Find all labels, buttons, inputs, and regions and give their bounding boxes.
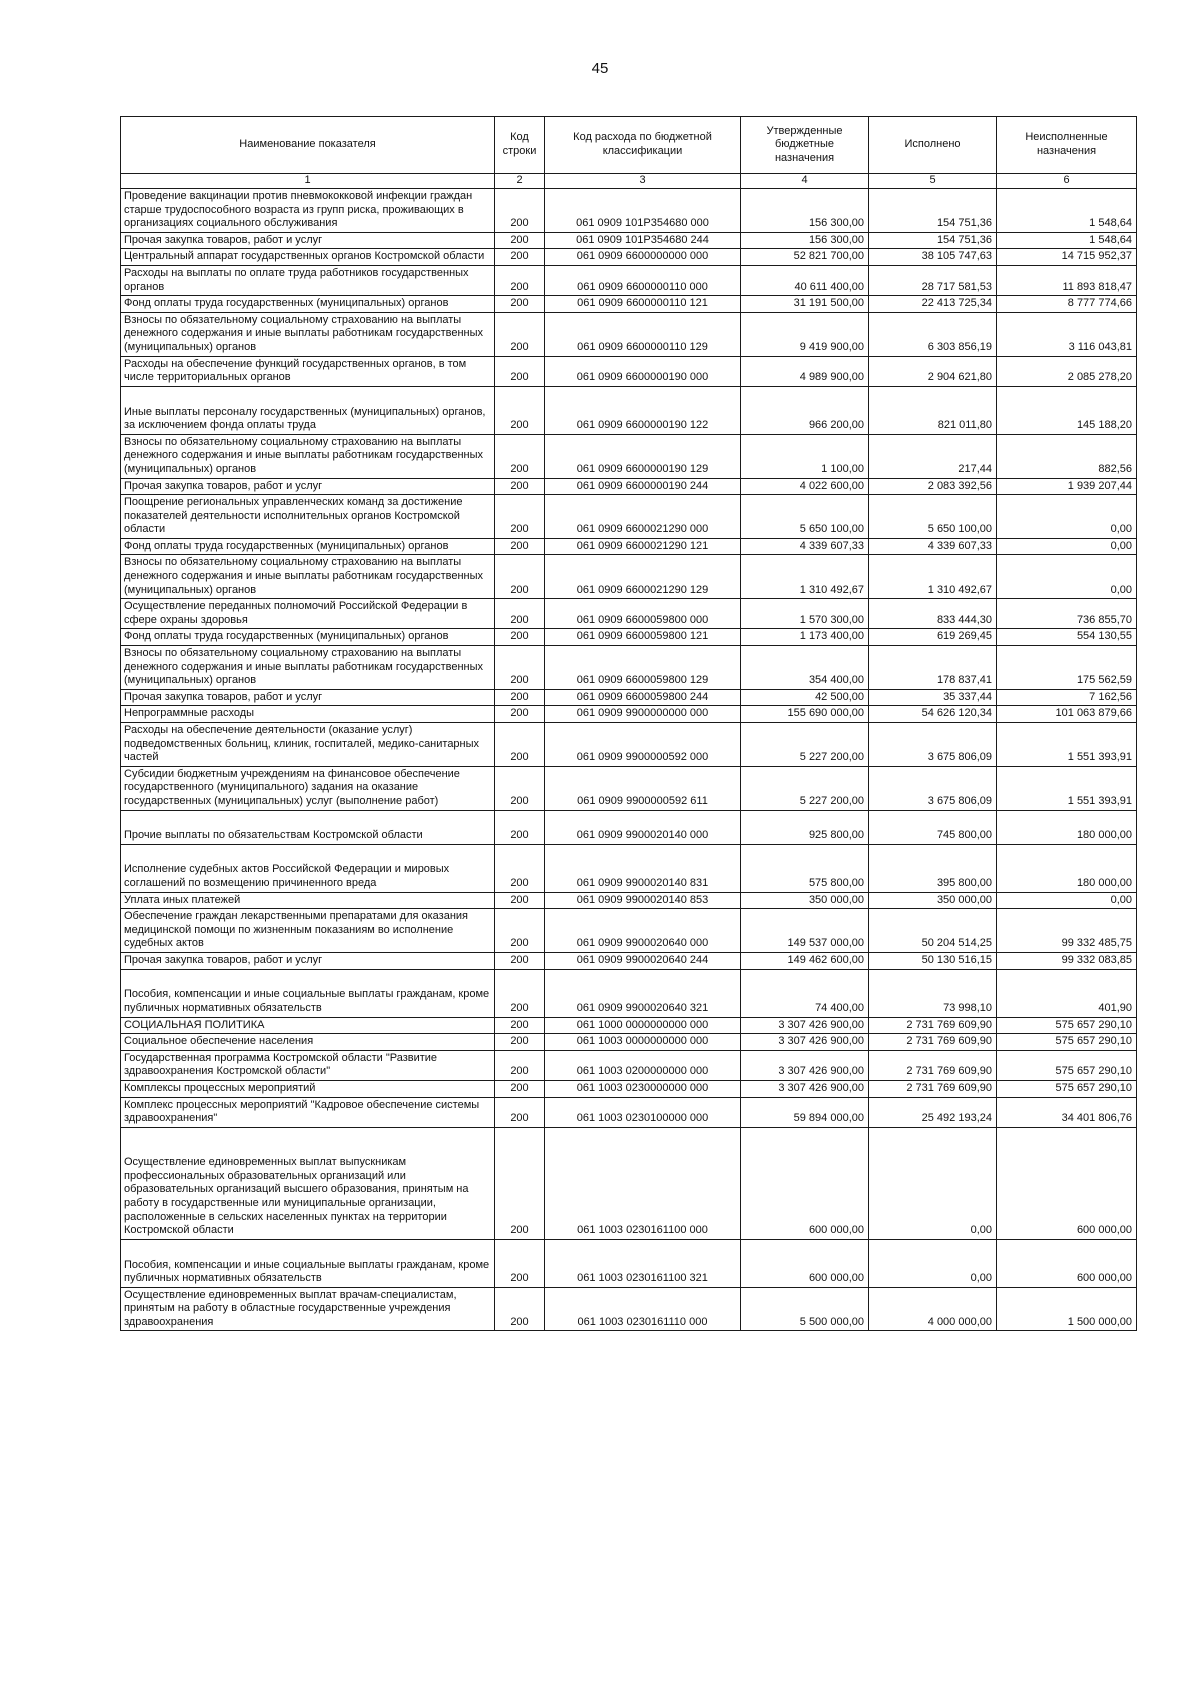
row-unexecuted-amount: 11 893 818,47 <box>997 265 1137 295</box>
row-executed-amount: 54 626 120,34 <box>869 706 997 723</box>
table-row <box>121 312 1137 356</box>
row-approved-amount: 149 462 600,00 <box>741 952 869 969</box>
row-unexecuted-amount: 600 000,00 <box>997 1127 1137 1239</box>
row-budget-code: 061 0909 6600000190 129 <box>545 434 741 478</box>
row-approved-amount: 4 339 607,33 <box>741 538 869 555</box>
row-budget-code: 061 0909 6600000190 244 <box>545 478 741 495</box>
row-line-code: 200 <box>495 495 545 539</box>
row-indicator-name: Пособия, компенсации и иные социальные выплаты гражданам, кроме публичных нормативных обязательств <box>121 1239 495 1287</box>
row-line-code: 200 <box>495 952 545 969</box>
row-indicator-name: Прочая закупка товаров, работ и услуг <box>121 478 495 495</box>
row-executed-amount: 2 731 769 609,90 <box>869 1017 997 1034</box>
row-approved-amount: 9 419 900,00 <box>741 312 869 356</box>
table-row <box>121 1287 1137 1331</box>
row-executed-amount: 73 998,10 <box>869 969 997 1017</box>
row-approved-amount: 354 400,00 <box>741 646 869 690</box>
column-number: 4 <box>741 174 869 189</box>
row-approved-amount: 52 821 700,00 <box>741 249 869 266</box>
row-indicator-name: Обеспечение граждан лекарственными препаратами для оказания медицинской помощи по жизненным показаниям во исполнение судебных актов <box>121 909 495 953</box>
row-indicator-name: СОЦИАЛЬНАЯ ПОЛИТИКА <box>121 1017 495 1034</box>
row-approved-amount: 4 989 900,00 <box>741 356 869 386</box>
row-budget-code: 061 1003 0230161110 000 <box>545 1287 741 1331</box>
row-line-code: 200 <box>495 969 545 1017</box>
row-budget-code: 061 1000 0000000000 000 <box>545 1017 741 1034</box>
row-approved-amount: 1 570 300,00 <box>741 599 869 629</box>
row-indicator-name: Комплексы процессных мероприятий <box>121 1080 495 1097</box>
row-unexecuted-amount: 34 401 806,76 <box>997 1097 1137 1127</box>
row-budget-code: 061 0909 6600059800 121 <box>545 629 741 646</box>
column-number: 6 <box>997 174 1137 189</box>
row-budget-code: 061 0909 9900020640 244 <box>545 952 741 969</box>
row-approved-amount: 600 000,00 <box>741 1127 869 1239</box>
table-row <box>121 356 1137 386</box>
row-budget-code: 061 0909 6600021290 121 <box>545 538 741 555</box>
row-line-code: 200 <box>495 434 545 478</box>
row-indicator-name: Комплекс процессных мероприятий "Кадровое обеспечение системы здравоохранения" <box>121 1097 495 1127</box>
table-row <box>121 1080 1137 1097</box>
row-approved-amount: 600 000,00 <box>741 1239 869 1287</box>
row-approved-amount: 40 611 400,00 <box>741 265 869 295</box>
row-line-code: 200 <box>495 1017 545 1034</box>
row-executed-amount: 350 000,00 <box>869 892 997 909</box>
row-line-code: 200 <box>495 1034 545 1051</box>
column-number: 2 <box>495 174 545 189</box>
row-unexecuted-amount: 14 715 952,37 <box>997 249 1137 266</box>
table-row <box>121 629 1137 646</box>
row-executed-amount: 2 904 621,80 <box>869 356 997 386</box>
row-line-code: 200 <box>495 296 545 313</box>
row-indicator-name: Взносы по обязательному социальному страхованию на выплаты денежного содержания и иные выплаты работникам государственных (муниципальных) органов <box>121 434 495 478</box>
table-row <box>121 232 1137 249</box>
row-line-code: 200 <box>495 706 545 723</box>
table-row <box>121 766 1137 810</box>
row-unexecuted-amount: 1 548,64 <box>997 189 1137 233</box>
row-approved-amount: 156 300,00 <box>741 232 869 249</box>
row-indicator-name: Прочая закупка товаров, работ и услуг <box>121 689 495 706</box>
table-row <box>121 1050 1137 1080</box>
row-line-code: 200 <box>495 249 545 266</box>
row-line-code: 200 <box>495 909 545 953</box>
row-unexecuted-amount: 401,90 <box>997 969 1137 1017</box>
table-row <box>121 1017 1137 1034</box>
row-executed-amount: 2 731 769 609,90 <box>869 1034 997 1051</box>
table-row <box>121 689 1137 706</box>
table-row <box>121 555 1137 599</box>
row-unexecuted-amount: 882,56 <box>997 434 1137 478</box>
row-approved-amount: 5 227 200,00 <box>741 766 869 810</box>
header-budget-classification-code: Код расхода по бюджетной классификации <box>545 117 741 174</box>
row-indicator-name: Проведение вакцинации против пневмококковой инфекции граждан старше трудоспособного возраста из групп риска, проживающих в организациях социального обслуживания <box>121 189 495 233</box>
row-line-code: 200 <box>495 1050 545 1080</box>
row-approved-amount: 4 022 600,00 <box>741 478 869 495</box>
row-executed-amount: 25 492 193,24 <box>869 1097 997 1127</box>
row-executed-amount: 0,00 <box>869 1239 997 1287</box>
row-indicator-name: Фонд оплаты труда государственных (муниципальных) органов <box>121 629 495 646</box>
row-unexecuted-amount: 180 000,00 <box>997 844 1137 892</box>
row-executed-amount: 3 675 806,09 <box>869 766 997 810</box>
row-line-code: 200 <box>495 1239 545 1287</box>
row-indicator-name: Иные выплаты персоналу государственных (муниципальных) органов, за исключением фонда оплаты труда <box>121 386 495 434</box>
row-budget-code: 061 0909 6600000110 129 <box>545 312 741 356</box>
row-approved-amount: 575 800,00 <box>741 844 869 892</box>
row-executed-amount: 2 731 769 609,90 <box>869 1080 997 1097</box>
row-unexecuted-amount: 3 116 043,81 <box>997 312 1137 356</box>
row-unexecuted-amount: 175 562,59 <box>997 646 1137 690</box>
page-number: 45 <box>591 60 609 77</box>
row-line-code: 200 <box>495 356 545 386</box>
row-line-code: 200 <box>495 723 545 767</box>
row-executed-amount: 3 675 806,09 <box>869 723 997 767</box>
row-budget-code: 061 0909 9900000592 000 <box>545 723 741 767</box>
row-indicator-name: Расходы на обеспечение деятельности (оказание услуг) подведомственных больниц, клиник, госпиталей, медико-санитарных частей <box>121 723 495 767</box>
row-budget-code: 061 0909 6600000190 000 <box>545 356 741 386</box>
row-budget-code: 061 0909 9900020640 321 <box>545 969 741 1017</box>
row-budget-code: 061 0909 9900000000 000 <box>545 706 741 723</box>
row-indicator-name: Фонд оплаты труда государственных (муниципальных) органов <box>121 296 495 313</box>
row-approved-amount: 966 200,00 <box>741 386 869 434</box>
row-unexecuted-amount: 600 000,00 <box>997 1239 1137 1287</box>
row-indicator-name: Фонд оплаты труда государственных (муниципальных) органов <box>121 538 495 555</box>
row-line-code: 200 <box>495 232 545 249</box>
table-body <box>121 189 1137 1331</box>
column-number-row <box>121 174 1137 189</box>
row-unexecuted-amount: 99 332 083,85 <box>997 952 1137 969</box>
row-indicator-name: Поощрение региональных управленческих команд за достижение показателей деятельности исполнительных органов Костромской области <box>121 495 495 539</box>
row-approved-amount: 31 191 500,00 <box>741 296 869 313</box>
row-executed-amount: 1 310 492,67 <box>869 555 997 599</box>
row-indicator-name: Расходы на выплаты по оплате труда работников государственных органов <box>121 265 495 295</box>
table-row <box>121 386 1137 434</box>
header-executed: Исполнено <box>869 117 997 174</box>
row-indicator-name: Пособия, компенсации и иные социальные выплаты гражданам, кроме публичных нормативных обязательств <box>121 969 495 1017</box>
table-row <box>121 1127 1137 1239</box>
row-indicator-name: Прочая закупка товаров, работ и услуг <box>121 952 495 969</box>
row-indicator-name: Социальное обеспечение населения <box>121 1034 495 1051</box>
row-executed-amount: 4 339 607,33 <box>869 538 997 555</box>
budget-execution-table <box>120 116 1137 1331</box>
row-unexecuted-amount: 1 500 000,00 <box>997 1287 1137 1331</box>
row-budget-code: 061 0909 9900020140 831 <box>545 844 741 892</box>
column-number: 5 <box>869 174 997 189</box>
row-line-code: 200 <box>495 892 545 909</box>
row-line-code: 200 <box>495 538 545 555</box>
row-indicator-name: Исполнение судебных актов Российской Федерации и мировых соглашений по возмещению причиненного вреда <box>121 844 495 892</box>
row-executed-amount: 50 130 516,15 <box>869 952 997 969</box>
column-number: 3 <box>545 174 741 189</box>
row-budget-code: 061 0909 6600059800 129 <box>545 646 741 690</box>
table-row <box>121 296 1137 313</box>
header-indicator-name: Наименование показателя <box>121 117 495 174</box>
row-unexecuted-amount: 1 548,64 <box>997 232 1137 249</box>
row-executed-amount: 154 751,36 <box>869 189 997 233</box>
row-budget-code: 061 0909 9900020640 000 <box>545 909 741 953</box>
row-budget-code: 061 0909 101Р354680 244 <box>545 232 741 249</box>
row-indicator-name: Прочая закупка товаров, работ и услуг <box>121 232 495 249</box>
row-unexecuted-amount: 0,00 <box>997 495 1137 539</box>
row-budget-code: 061 1003 0200000000 000 <box>545 1050 741 1080</box>
row-budget-code: 061 0909 9900020140 853 <box>545 892 741 909</box>
row-line-code: 200 <box>495 646 545 690</box>
row-line-code: 200 <box>495 478 545 495</box>
row-unexecuted-amount: 0,00 <box>997 555 1137 599</box>
row-executed-amount: 6 303 856,19 <box>869 312 997 356</box>
row-approved-amount: 1 100,00 <box>741 434 869 478</box>
row-budget-code: 061 0909 6600059800 000 <box>545 599 741 629</box>
row-indicator-name: Прочие выплаты по обязательствам Костромской области <box>121 810 495 844</box>
row-unexecuted-amount: 554 130,55 <box>997 629 1137 646</box>
row-line-code: 200 <box>495 312 545 356</box>
row-line-code: 200 <box>495 1097 545 1127</box>
table-row <box>121 909 1137 953</box>
table-row <box>121 969 1137 1017</box>
row-line-code: 200 <box>495 555 545 599</box>
row-unexecuted-amount: 575 657 290,10 <box>997 1080 1137 1097</box>
row-line-code: 200 <box>495 386 545 434</box>
row-budget-code: 061 0909 6600021290 000 <box>545 495 741 539</box>
table-row <box>121 1239 1137 1287</box>
row-indicator-name: Взносы по обязательному социальному страхованию на выплаты денежного содержания и иные выплаты работникам государственных (муниципальных) органов <box>121 312 495 356</box>
row-budget-code: 061 1003 0230161100 000 <box>545 1127 741 1239</box>
row-approved-amount: 3 307 426 900,00 <box>741 1050 869 1080</box>
table-row <box>121 249 1137 266</box>
table-row <box>121 723 1137 767</box>
table-row <box>121 189 1137 233</box>
header-approved-appropriations: Утвержденные бюджетные назначения <box>741 117 869 174</box>
row-unexecuted-amount: 736 855,70 <box>997 599 1137 629</box>
row-budget-code: 061 0909 9900020140 000 <box>545 810 741 844</box>
row-budget-code: 061 1003 0230100000 000 <box>545 1097 741 1127</box>
row-line-code: 200 <box>495 599 545 629</box>
row-approved-amount: 1 173 400,00 <box>741 629 869 646</box>
row-executed-amount: 217,44 <box>869 434 997 478</box>
row-line-code: 200 <box>495 810 545 844</box>
row-executed-amount: 22 413 725,34 <box>869 296 997 313</box>
row-budget-code: 061 1003 0000000000 000 <box>545 1034 741 1051</box>
table-row <box>121 844 1137 892</box>
table-row <box>121 706 1137 723</box>
row-indicator-name: Осуществление единовременных выплат выпускникам профессиональных образовательных организаций или образовательных организаций высшего образования, принятым на работу в государственные или муниципальные организации, расположенные в сельских населенных пунктах на территории Костромской области <box>121 1127 495 1239</box>
row-approved-amount: 59 894 000,00 <box>741 1097 869 1127</box>
row-approved-amount: 156 300,00 <box>741 189 869 233</box>
row-unexecuted-amount: 180 000,00 <box>997 810 1137 844</box>
row-executed-amount: 619 269,45 <box>869 629 997 646</box>
row-executed-amount: 395 800,00 <box>869 844 997 892</box>
row-approved-amount: 74 400,00 <box>741 969 869 1017</box>
table-row <box>121 892 1137 909</box>
table-row <box>121 599 1137 629</box>
table-row <box>121 495 1137 539</box>
row-indicator-name: Взносы по обязательному социальному страхованию на выплаты денежного содержания и иные выплаты работникам государственных (муниципальных) органов <box>121 555 495 599</box>
row-unexecuted-amount: 1 551 393,91 <box>997 723 1137 767</box>
table-row <box>121 810 1137 844</box>
row-executed-amount: 745 800,00 <box>869 810 997 844</box>
row-unexecuted-amount: 1 551 393,91 <box>997 766 1137 810</box>
row-budget-code: 061 0909 6600059800 244 <box>545 689 741 706</box>
row-approved-amount: 5 650 100,00 <box>741 495 869 539</box>
row-unexecuted-amount: 99 332 485,75 <box>997 909 1137 953</box>
row-budget-code: 061 0909 6600000000 000 <box>545 249 741 266</box>
row-unexecuted-amount: 145 188,20 <box>997 386 1137 434</box>
table-row <box>121 478 1137 495</box>
column-number: 1 <box>121 174 495 189</box>
row-executed-amount: 154 751,36 <box>869 232 997 249</box>
row-budget-code: 061 0909 6600000110 000 <box>545 265 741 295</box>
table-row <box>121 646 1137 690</box>
row-line-code: 200 <box>495 629 545 646</box>
row-budget-code: 061 0909 9900000592 611 <box>545 766 741 810</box>
row-executed-amount: 2 731 769 609,90 <box>869 1050 997 1080</box>
row-budget-code: 061 0909 6600000110 121 <box>545 296 741 313</box>
row-executed-amount: 833 444,30 <box>869 599 997 629</box>
table-row <box>121 952 1137 969</box>
header-line-code: Код строки <box>495 117 545 174</box>
row-executed-amount: 5 650 100,00 <box>869 495 997 539</box>
table-row <box>121 1034 1137 1051</box>
row-line-code: 200 <box>495 265 545 295</box>
row-line-code: 200 <box>495 844 545 892</box>
table-row <box>121 1097 1137 1127</box>
row-executed-amount: 821 011,80 <box>869 386 997 434</box>
row-executed-amount: 35 337,44 <box>869 689 997 706</box>
row-executed-amount: 28 717 581,53 <box>869 265 997 295</box>
table-row <box>121 538 1137 555</box>
row-indicator-name: Осуществление переданных полномочий Российской Федерации в сфере охраны здоровья <box>121 599 495 629</box>
row-approved-amount: 1 310 492,67 <box>741 555 869 599</box>
row-approved-amount: 3 307 426 900,00 <box>741 1080 869 1097</box>
row-budget-code: 061 1003 0230000000 000 <box>545 1080 741 1097</box>
row-unexecuted-amount: 8 777 774,66 <box>997 296 1137 313</box>
row-line-code: 200 <box>495 189 545 233</box>
row-unexecuted-amount: 575 657 290,10 <box>997 1034 1137 1051</box>
row-unexecuted-amount: 0,00 <box>997 538 1137 555</box>
row-approved-amount: 42 500,00 <box>741 689 869 706</box>
row-unexecuted-amount: 101 063 879,66 <box>997 706 1137 723</box>
row-indicator-name: Государственная программа Костромской области "Развитие здравоохранения Костромской области" <box>121 1050 495 1080</box>
row-budget-code: 061 0909 6600000190 122 <box>545 386 741 434</box>
row-executed-amount: 2 083 392,56 <box>869 478 997 495</box>
row-line-code: 200 <box>495 1127 545 1239</box>
table-header-row <box>121 117 1137 174</box>
row-unexecuted-amount: 575 657 290,10 <box>997 1050 1137 1080</box>
row-line-code: 200 <box>495 1080 545 1097</box>
row-indicator-name: Расходы на обеспечение функций государственных органов, в том числе территориальных органов <box>121 356 495 386</box>
row-indicator-name: Уплата иных платежей <box>121 892 495 909</box>
row-approved-amount: 155 690 000,00 <box>741 706 869 723</box>
row-unexecuted-amount: 0,00 <box>997 892 1137 909</box>
row-executed-amount: 50 204 514,25 <box>869 909 997 953</box>
row-indicator-name: Субсидии бюджетным учреждениям на финансовое обеспечение государственного (муниципального) задания на оказание государственных (муниципальных) услуг (выполнение работ) <box>121 766 495 810</box>
row-indicator-name: Взносы по обязательному социальному страхованию на выплаты денежного содержания и иные выплаты работникам государственных (муниципальных) органов <box>121 646 495 690</box>
row-indicator-name: Центральный аппарат государственных органов Костромской области <box>121 249 495 266</box>
row-approved-amount: 3 307 426 900,00 <box>741 1034 869 1051</box>
row-executed-amount: 38 105 747,63 <box>869 249 997 266</box>
row-approved-amount: 3 307 426 900,00 <box>741 1017 869 1034</box>
row-budget-code: 061 0909 6600021290 129 <box>545 555 741 599</box>
row-indicator-name: Осуществление единовременных выплат врачам-специалистам, принятым на работу в областные государственные учреждения здравоохранения <box>121 1287 495 1331</box>
row-executed-amount: 178 837,41 <box>869 646 997 690</box>
row-approved-amount: 149 537 000,00 <box>741 909 869 953</box>
row-unexecuted-amount: 7 162,56 <box>997 689 1137 706</box>
row-approved-amount: 5 500 000,00 <box>741 1287 869 1331</box>
row-approved-amount: 925 800,00 <box>741 810 869 844</box>
row-approved-amount: 5 227 200,00 <box>741 723 869 767</box>
row-unexecuted-amount: 2 085 278,20 <box>997 356 1137 386</box>
row-line-code: 200 <box>495 689 545 706</box>
row-indicator-name: Непрограммные расходы <box>121 706 495 723</box>
row-unexecuted-amount: 575 657 290,10 <box>997 1017 1137 1034</box>
row-executed-amount: 0,00 <box>869 1127 997 1239</box>
row-executed-amount: 4 000 000,00 <box>869 1287 997 1331</box>
row-budget-code: 061 0909 101Р354680 000 <box>545 189 741 233</box>
row-approved-amount: 350 000,00 <box>741 892 869 909</box>
table-row <box>121 434 1137 478</box>
row-unexecuted-amount: 1 939 207,44 <box>997 478 1137 495</box>
row-line-code: 200 <box>495 766 545 810</box>
table-row <box>121 265 1137 295</box>
row-line-code: 200 <box>495 1287 545 1331</box>
row-budget-code: 061 1003 0230161100 321 <box>545 1239 741 1287</box>
header-unexecuted-appropriations: Неисполненные назначения <box>997 117 1137 174</box>
